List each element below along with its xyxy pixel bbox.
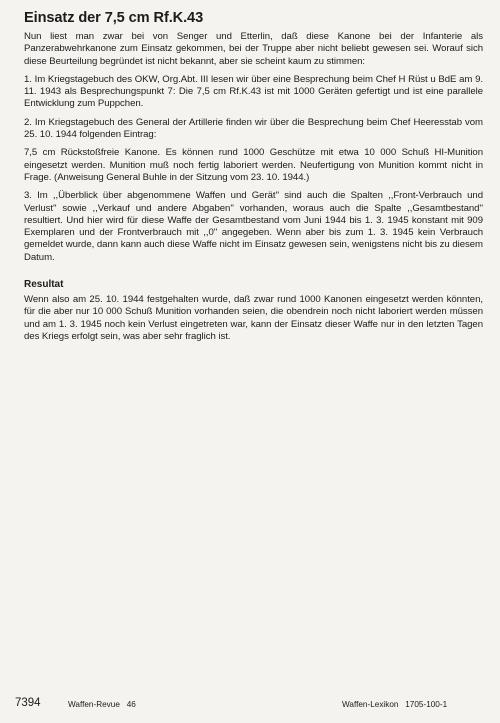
document-page xyxy=(24,9,483,349)
point-1-paragraph: 1. Im Kriegstagebuch des OKW, Org.Abt. III lesen wir über eine Besprechung beim Chef H Rüst u BdE am 9. 11. 1943 als Besprechungspunkt 7: Die 7,5 cm Rf.K.43 ist mit 1000 Geräten gefertigt und ist eine parallele Entwicklung zum Puppchen. xyxy=(24,73,483,110)
page-footer xyxy=(0,697,500,717)
point-2-paragraph: 2. Im Kriegstagebuch des General der Artillerie finden wir über die Besprechung beim Chef Heeresstab vom 25. 10. 1944 folgenden Eintrag: xyxy=(24,116,483,141)
document-title: Einsatz der 7,5 cm Rf.K.43 xyxy=(24,10,204,26)
footer-left-text: Waffen-Revue 46 xyxy=(68,700,136,709)
footer-right-text: Waffen-Lexikon 1705-100-1 xyxy=(342,700,448,709)
result-paragraph: Wenn also am 25. 10. 1944 festgehalten wurde, daß zwar rund 1000 Kanonen eingesetzt werden könnten, für die aber nur 10 000 Schuß Munition vorhanden seien, die obendrein noch nicht laboriert werden müssen und am 1. 3. 1945 noch kein Verlust eingetreten war, kann der Einsatz dieser Waffe nur in den letzten Tagen des Kriegs erfolgt sein, was aber sehr fraglich ist. xyxy=(24,294,483,342)
result-heading: Resultat xyxy=(24,279,64,291)
intro-paragraph: Nun liest man zwar bei von Senger und Etterlin, daß diese Kanone bei der Infanterie als Panzerabwehrkanone zum Einsatz gekommen, bei der Truppe aber nicht beliebt gewesen sei. Worauf sich diese Beurteilung begründet ist nicht bekannt, aber sie scheint kaum zu stimmen: xyxy=(24,31,483,67)
point-3-paragraph: 3. Im ,,Überblick über abgenommene Waffen und Gerät'' sind auch die Spalten ,,Front-Verbrauch und Verlust'' sowie ,,Verkauf und andere Abgaben'' vorhanden, woraus auch die Spalte ,,Gesamtbestand'' resultiert. Und hier wird für diese Waffe der Gesamtbestand vom Juni 1944 bis 1. 3. 1945 konstant mit 909 Exemplaren und der Frontverbrauch mit ,,0'' angegeben. Wenn aber bis zum 1. 3. 1945 kein Verbrauch gemeldet wurde, dann kann auch diese Waffe nicht im Einsatz gewesen sein, wenigstens nicht bis zu diesem Datum. xyxy=(24,190,483,263)
quote-paragraph: 7,5 cm Rückstoßfreie Kanone. Es können rund 1000 Geschütze mit etwa 10 000 Schuß HI-Munition eingesetzt werden. Munition muß noch fertig laboriert werden. Neufertigung von Munition kommt nicht in Frage. (Anweisung General Buhle in der Sitzung vom 23. 10. 1944.) xyxy=(24,147,483,183)
page-number: 7394 xyxy=(15,697,41,709)
